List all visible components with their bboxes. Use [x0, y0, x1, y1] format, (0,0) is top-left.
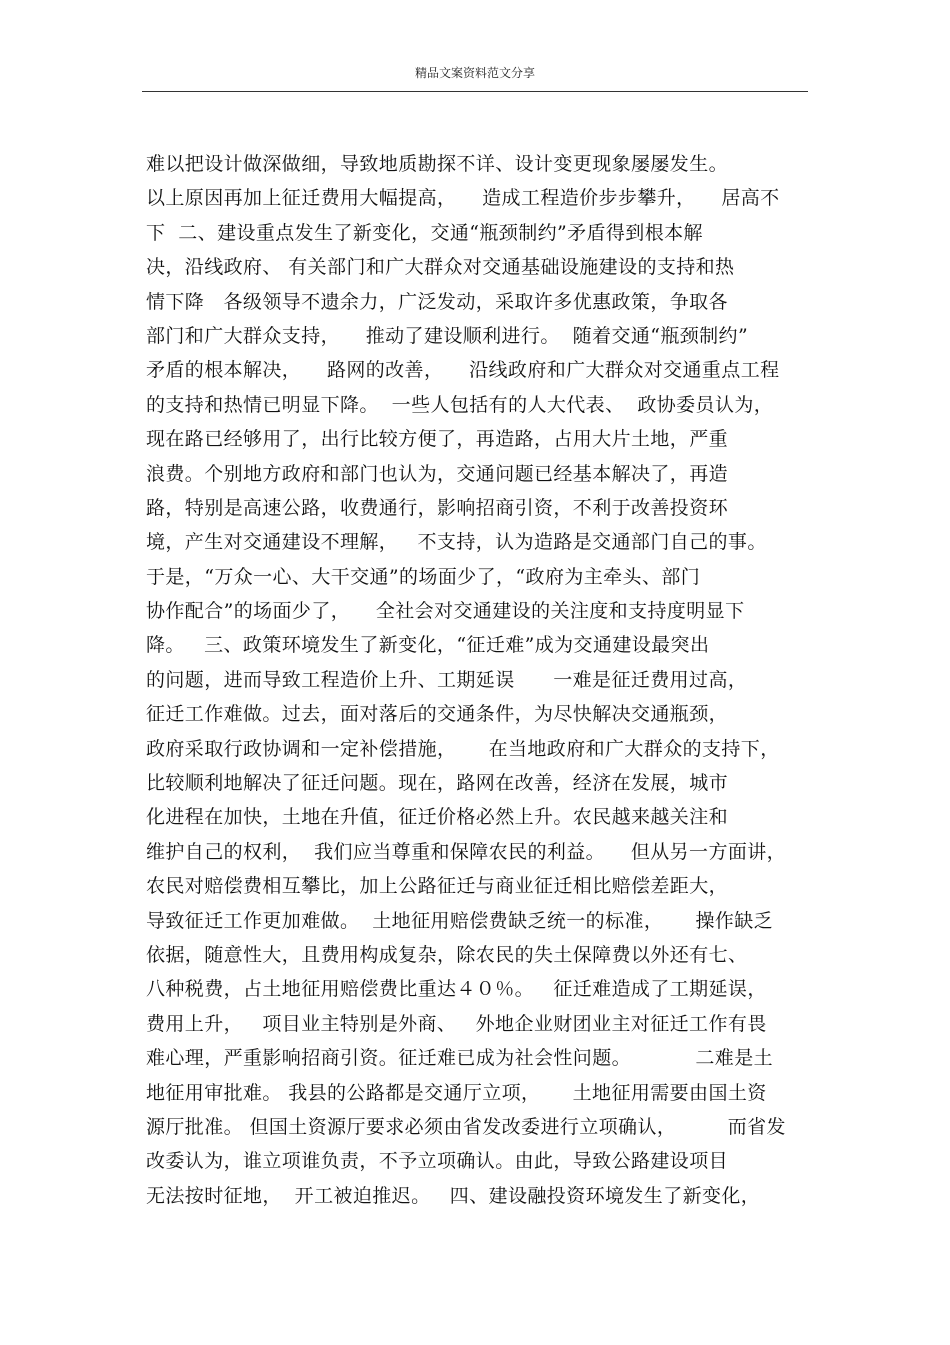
text-line: 浪费。个别地方政府和部门也认为，交通问题已经基本解决了，再造	[146, 462, 729, 485]
text-line: 部门和广大群众支持， 推动了建设顺利进行。 随着交通“瓶颈制约”	[146, 324, 749, 347]
text-line: 决，沿线政府、 有关部门和广大群众对交通基础设施建设的支持和热	[146, 256, 735, 279]
text-line: 维护自己的权利， 我们应当尊重和保障农民的利益。 但从另一方面讲，	[146, 840, 787, 863]
text-line: 现在路已经够用了，出行比较方便了，再造路，占用大片土地，严重	[146, 428, 729, 451]
text-line: 的支持和热情已明显下降。 一些人包括有的人大代表、 政协委员认为，	[146, 393, 774, 416]
text-line: 无法按时征地， 开工被迫推迟。 四、建设融投资环境发生了新变化，	[146, 1184, 761, 1207]
text-line: 协作配合”的场面少了， 全社会对交通建设的关注度和支持度明显下	[146, 600, 745, 623]
text-line: 境，产生对交通建设不理解， 不支持，认为造路是交通部门自己的事。	[146, 531, 767, 554]
text-line: 下 二、建设重点发生了新变化，交通“瓶颈制约”矛盾得到根本解	[146, 221, 703, 244]
text-line: 路，特别是高速公路，收费通行，影响招商引资，不利于改善投资环	[146, 496, 729, 519]
text-line: 改委认为，谁立项谁负责，不予立项确认。由此，导致公路建设项目	[146, 1150, 729, 1173]
text-line: 依据，随意性大，且费用构成复杂，除农民的失土保障费以外还有七、	[146, 943, 748, 966]
text-line: 化进程在加快，土地在升值，征迁价格必然上升。农民越来越关注和	[146, 806, 729, 829]
text-line: 地征用审批难。 我县的公路都是交通厅立项， 土地征用需要由国土资	[146, 1081, 767, 1104]
document-body	[146, 147, 812, 1213]
text-line: 难以把设计做深做细，导致地质勘探不详、设计变更现象屡屡发生。	[146, 153, 729, 175]
text-line: 情下降 各级领导不遗余力，广泛发动，采取许多优惠政策，争取各	[146, 290, 728, 313]
text-line: 矛盾的根本解决， 路网的改善， 沿线政府和广大群众对交通重点工程	[146, 359, 780, 382]
text-line: 源厅批准。 但国土资源厅要求必须由省发改委进行立项确认， 而省发	[146, 1115, 786, 1138]
text-line: 于是，“万众一心、大干交通”的场面少了，“政府为主牵头、部门	[146, 565, 701, 588]
text-line: 费用上升， 项目业主特别是外商、 外地企业财团业主对征迁工作有畏	[146, 1012, 767, 1035]
text-line: 农民对赔偿费相互攀比，加上公路征迁与商业征迁相比赔偿差距大，	[146, 875, 729, 898]
text-line: 征迁工作难做。过去，面对落后的交通条件，为尽快解决交通瓶颈，	[146, 703, 729, 726]
text-line: 难心理，严重影响招商引资。征迁难已成为社会性问题。 二难是土	[146, 1047, 773, 1070]
header-divider	[142, 91, 808, 92]
text-line: 比较顺利地解决了征迁问题。现在，路网在改善，经济在发展，城市	[146, 772, 729, 795]
text-line: 降。 三、政策环境发生了新变化，“征迁难”成为交通建设最突出	[146, 634, 710, 657]
text-line: 的问题，进而导致工程造价上升、工期延误 一难是征迁费用过高，	[146, 668, 748, 691]
text-line: 以上原因再加上征迁费用大幅提高， 造成工程造价步步攀升， 居高不	[146, 187, 780, 210]
text-line: 八种税费，占土地征用赔偿费比重达４０％。 征迁难造成了工期延误，	[146, 978, 767, 1001]
text-line: 导致征迁工作更加难做。 土地征用赔偿费缺乏统一的标准， 操作缺乏	[146, 909, 774, 932]
page-header: 精品文案资料范文分享	[414, 66, 535, 80]
text-line: 政府采取行政协调和一定补偿措施， 在当地政府和广大群众的支持下，	[146, 737, 780, 760]
